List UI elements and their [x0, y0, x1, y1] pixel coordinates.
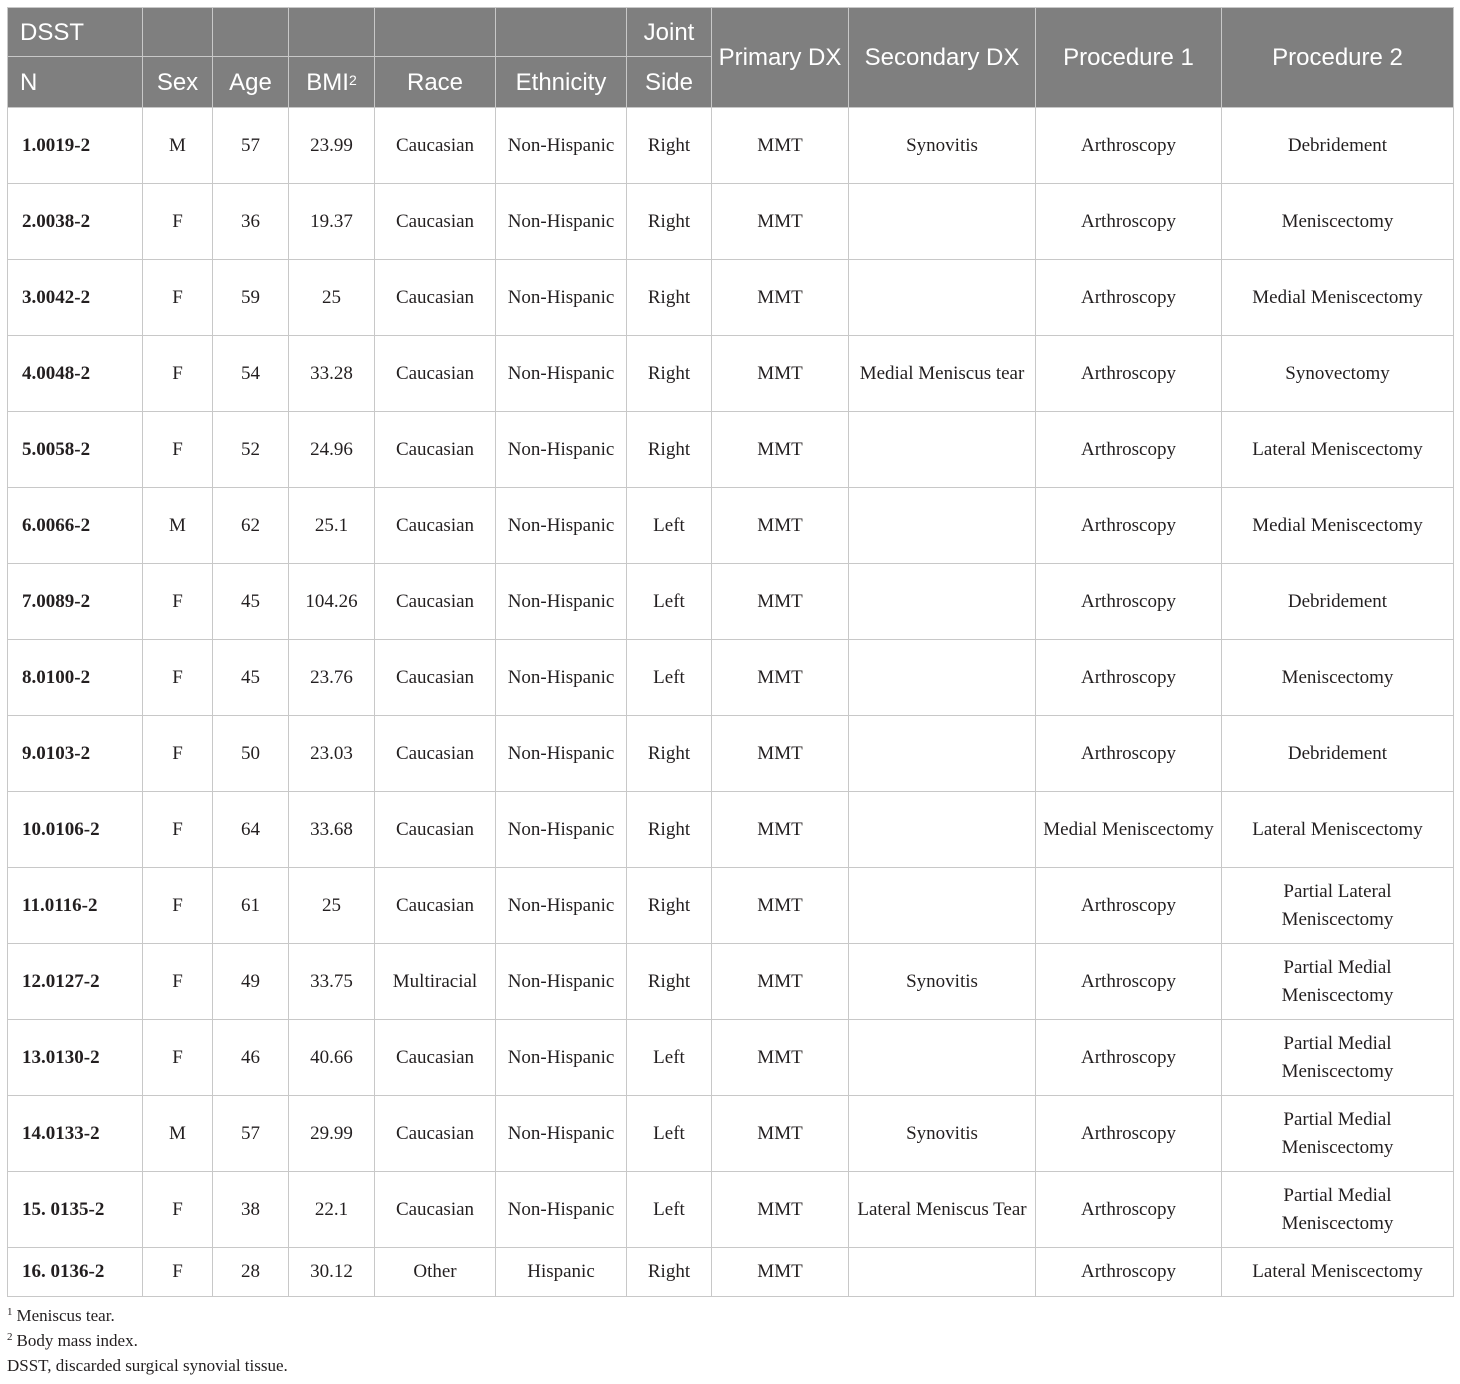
cell-sex: F — [143, 1020, 213, 1096]
table-row — [8, 108, 1454, 184]
cell-side: Left — [627, 488, 712, 564]
table-row — [8, 1096, 1454, 1172]
cell-primary-dx: MMT — [712, 260, 849, 336]
footnote-text: Meniscus tear. — [16, 1306, 115, 1325]
cell-bmi: 22.1 — [289, 1172, 375, 1248]
cell-procedure-2: Synovectomy — [1222, 336, 1454, 412]
cell-side: Left — [627, 640, 712, 716]
cell-procedure-1: Arthroscopy — [1036, 944, 1222, 1020]
cell-bmi: 23.03 — [289, 716, 375, 792]
cell-side: Left — [627, 1020, 712, 1096]
cell-id: 2.0038-2 — [8, 184, 143, 260]
footnote — [7, 1328, 288, 1353]
cell-procedure-1: Medial Meniscectomy — [1036, 792, 1222, 868]
cell-primary-dx: MMT — [712, 716, 849, 792]
cell-secondary-dx — [849, 260, 1036, 336]
cell-side: Right — [627, 184, 712, 260]
cell-secondary-dx: Synovitis — [849, 944, 1036, 1020]
cell-procedure-1: Arthroscopy — [1036, 184, 1222, 260]
cell-procedure-2: Medial Meniscectomy — [1222, 488, 1454, 564]
cell-age: 46 — [213, 1020, 289, 1096]
cell-ethnicity: Non-Hispanic — [496, 716, 627, 792]
cell-id: 8.0100-2 — [8, 640, 143, 716]
cell-procedure-1: Arthroscopy — [1036, 868, 1222, 944]
cell-race: Caucasian — [375, 1172, 496, 1248]
cell-sex: F — [143, 1172, 213, 1248]
cell-primary-dx: MMT — [712, 412, 849, 488]
cell-age: 28 — [213, 1248, 289, 1297]
header-procedure-1: Procedure 1 — [1036, 8, 1222, 108]
cell-bmi: 24.96 — [289, 412, 375, 488]
table-row — [8, 792, 1454, 868]
cell-sex: F — [143, 716, 213, 792]
cell-procedure-2: Debridement — [1222, 564, 1454, 640]
cell-ethnicity: Non-Hispanic — [496, 260, 627, 336]
cell-sex: M — [143, 1096, 213, 1172]
cell-procedure-1: Arthroscopy — [1036, 564, 1222, 640]
cell-procedure-1: Arthroscopy — [1036, 488, 1222, 564]
cell-bmi: 33.68 — [289, 792, 375, 868]
cell-race: Caucasian — [375, 488, 496, 564]
cell-ethnicity: Non-Hispanic — [496, 868, 627, 944]
cell-side: Right — [627, 336, 712, 412]
footnote-mark: 1 — [7, 1306, 13, 1318]
cell-primary-dx: MMT — [712, 1172, 849, 1248]
table-row — [8, 944, 1454, 1020]
cell-procedure-1: Arthroscopy — [1036, 1172, 1222, 1248]
cell-procedure-1: Arthroscopy — [1036, 1096, 1222, 1172]
cell-id: 3.0042-2 — [8, 260, 143, 336]
cell-age: 52 — [213, 412, 289, 488]
cell-secondary-dx — [849, 640, 1036, 716]
cell-ethnicity: Non-Hispanic — [496, 336, 627, 412]
header-n: N — [8, 57, 143, 108]
cell-bmi: 25.1 — [289, 488, 375, 564]
cell-bmi: 104.26 — [289, 564, 375, 640]
cell-procedure-1: Arthroscopy — [1036, 336, 1222, 412]
cell-race: Caucasian — [375, 564, 496, 640]
cell-procedure-1: Arthroscopy — [1036, 640, 1222, 716]
cell-procedure-2: Lateral Meniscectomy — [1222, 792, 1454, 868]
cell-bmi: 30.12 — [289, 1248, 375, 1297]
cell-age: 49 — [213, 944, 289, 1020]
cell-primary-dx: MMT — [712, 184, 849, 260]
cell-bmi: 25 — [289, 868, 375, 944]
cell-id: 11.0116-2 — [8, 868, 143, 944]
cell-procedure-2: Meniscectomy — [1222, 184, 1454, 260]
cell-bmi: 40.66 — [289, 1020, 375, 1096]
header-bmi-superscript: 2 — [348, 71, 357, 88]
cell-id: 13.0130-2 — [8, 1020, 143, 1096]
cell-id: 16. 0136-2 — [8, 1248, 143, 1297]
cell-ethnicity: Non-Hispanic — [496, 412, 627, 488]
cell-side: Left — [627, 1172, 712, 1248]
cell-id: 10.0106-2 — [8, 792, 143, 868]
cell-secondary-dx — [849, 564, 1036, 640]
cell-procedure-2: Partial Medial Meniscectomy — [1222, 1172, 1454, 1248]
table-row — [8, 184, 1454, 260]
cell-procedure-2: Lateral Meniscectomy — [1222, 1248, 1454, 1297]
cell-side: Right — [627, 412, 712, 488]
cell-race: Caucasian — [375, 260, 496, 336]
cell-side: Left — [627, 564, 712, 640]
cell-age: 45 — [213, 640, 289, 716]
cell-ethnicity: Non-Hispanic — [496, 1096, 627, 1172]
cell-id: 6.0066-2 — [8, 488, 143, 564]
cell-bmi: 23.99 — [289, 108, 375, 184]
cell-procedure-2: Partial Medial Meniscectomy — [1222, 1096, 1454, 1172]
cell-procedure-1: Arthroscopy — [1036, 1020, 1222, 1096]
cell-primary-dx: MMT — [712, 1248, 849, 1297]
footnote-text: Body mass index. — [16, 1331, 138, 1350]
cell-primary-dx: MMT — [712, 1020, 849, 1096]
header-dsst: DSST — [8, 8, 143, 57]
cell-side: Right — [627, 792, 712, 868]
cell-age: 57 — [213, 108, 289, 184]
table-row — [8, 1020, 1454, 1096]
header-empty — [213, 8, 289, 57]
cell-side: Right — [627, 716, 712, 792]
cell-age: 38 — [213, 1172, 289, 1248]
cell-procedure-2: Partial Medial Meniscectomy — [1222, 1020, 1454, 1096]
header-empty — [143, 8, 213, 57]
cell-procedure-2: Medial Meniscectomy — [1222, 260, 1454, 336]
header-race: Race — [375, 57, 496, 108]
table-row — [8, 640, 1454, 716]
table-header — [8, 8, 1454, 108]
cell-secondary-dx — [849, 868, 1036, 944]
header-side: Side — [627, 57, 712, 108]
cell-sex: F — [143, 944, 213, 1020]
patient-table — [7, 7, 1454, 1297]
cell-race: Caucasian — [375, 336, 496, 412]
cell-age: 36 — [213, 184, 289, 260]
cell-secondary-dx: Medial Meniscus tear — [849, 336, 1036, 412]
header-joint: Joint — [627, 8, 712, 57]
cell-ethnicity: Non-Hispanic — [496, 1020, 627, 1096]
cell-race: Caucasian — [375, 108, 496, 184]
cell-ethnicity: Non-Hispanic — [496, 564, 627, 640]
table-row — [8, 868, 1454, 944]
cell-primary-dx: MMT — [712, 868, 849, 944]
cell-id: 15. 0135-2 — [8, 1172, 143, 1248]
table-row — [8, 336, 1454, 412]
cell-sex: F — [143, 792, 213, 868]
cell-race: Caucasian — [375, 792, 496, 868]
cell-sex: F — [143, 868, 213, 944]
cell-side: Right — [627, 944, 712, 1020]
cell-ethnicity: Non-Hispanic — [496, 640, 627, 716]
cell-bmi: 29.99 — [289, 1096, 375, 1172]
header-empty — [375, 8, 496, 57]
cell-secondary-dx — [849, 412, 1036, 488]
cell-sex: M — [143, 488, 213, 564]
footnote — [7, 1353, 288, 1378]
cell-secondary-dx — [849, 184, 1036, 260]
cell-sex: F — [143, 260, 213, 336]
cell-age: 54 — [213, 336, 289, 412]
header-bmi-label: BMI — [306, 68, 349, 96]
header-sex: Sex — [143, 57, 213, 108]
cell-secondary-dx: Synovitis — [849, 108, 1036, 184]
cell-ethnicity: Non-Hispanic — [496, 488, 627, 564]
header-bmi — [289, 57, 375, 108]
table-row — [8, 716, 1454, 792]
cell-sex: F — [143, 184, 213, 260]
header-ethnicity: Ethnicity — [496, 57, 627, 108]
cell-primary-dx: MMT — [712, 1096, 849, 1172]
cell-side: Right — [627, 868, 712, 944]
table-row — [8, 260, 1454, 336]
cell-side: Right — [627, 108, 712, 184]
cell-procedure-1: Arthroscopy — [1036, 412, 1222, 488]
cell-primary-dx: MMT — [712, 336, 849, 412]
cell-age: 64 — [213, 792, 289, 868]
cell-race: Caucasian — [375, 716, 496, 792]
cell-sex: F — [143, 1248, 213, 1297]
cell-side: Right — [627, 260, 712, 336]
header-primary-dx: Primary DX — [712, 8, 849, 108]
cell-secondary-dx: Synovitis — [849, 1096, 1036, 1172]
cell-age: 61 — [213, 868, 289, 944]
cell-race: Multiracial — [375, 944, 496, 1020]
footnote — [7, 1303, 288, 1328]
cell-age: 45 — [213, 564, 289, 640]
cell-secondary-dx — [849, 792, 1036, 868]
table-row — [8, 412, 1454, 488]
header-procedure-2: Procedure 2 — [1222, 8, 1454, 108]
cell-ethnicity: Non-Hispanic — [496, 792, 627, 868]
cell-side: Right — [627, 1248, 712, 1297]
cell-side: Left — [627, 1096, 712, 1172]
cell-sex: M — [143, 108, 213, 184]
cell-procedure-2: Debridement — [1222, 716, 1454, 792]
table-row — [8, 488, 1454, 564]
cell-ethnicity: Hispanic — [496, 1248, 627, 1297]
cell-secondary-dx: Lateral Meniscus Tear — [849, 1172, 1036, 1248]
cell-primary-dx: MMT — [712, 108, 849, 184]
cell-id: 5.0058-2 — [8, 412, 143, 488]
header-empty — [289, 8, 375, 57]
cell-ethnicity: Non-Hispanic — [496, 944, 627, 1020]
cell-ethnicity: Non-Hispanic — [496, 184, 627, 260]
cell-procedure-2: Lateral Meniscectomy — [1222, 412, 1454, 488]
table-container — [7, 7, 1453, 1297]
header-secondary-dx: Secondary DX — [849, 8, 1036, 108]
cell-secondary-dx — [849, 1020, 1036, 1096]
cell-race: Caucasian — [375, 412, 496, 488]
cell-bmi: 25 — [289, 260, 375, 336]
cell-ethnicity: Non-Hispanic — [496, 108, 627, 184]
cell-primary-dx: MMT — [712, 640, 849, 716]
cell-procedure-1: Arthroscopy — [1036, 260, 1222, 336]
footnote-mark: 2 — [7, 1331, 13, 1343]
cell-procedure-1: Arthroscopy — [1036, 108, 1222, 184]
cell-age: 59 — [213, 260, 289, 336]
table-row — [8, 1248, 1454, 1297]
cell-procedure-2: Debridement — [1222, 108, 1454, 184]
cell-id: 14.0133-2 — [8, 1096, 143, 1172]
table-row — [8, 1172, 1454, 1248]
cell-procedure-2: Partial Medial Meniscectomy — [1222, 944, 1454, 1020]
cell-sex: F — [143, 564, 213, 640]
cell-age: 50 — [213, 716, 289, 792]
cell-primary-dx: MMT — [712, 488, 849, 564]
cell-id: 4.0048-2 — [8, 336, 143, 412]
cell-sex: F — [143, 336, 213, 412]
cell-age: 62 — [213, 488, 289, 564]
cell-id: 7.0089-2 — [8, 564, 143, 640]
footnote-text: DSST, discarded surgical synovial tissue. — [7, 1356, 288, 1375]
cell-procedure-1: Arthroscopy — [1036, 1248, 1222, 1297]
table-body — [8, 108, 1454, 1297]
cell-id: 12.0127-2 — [8, 944, 143, 1020]
cell-secondary-dx — [849, 488, 1036, 564]
cell-age: 57 — [213, 1096, 289, 1172]
cell-race: Caucasian — [375, 640, 496, 716]
cell-sex: F — [143, 640, 213, 716]
cell-secondary-dx — [849, 716, 1036, 792]
cell-primary-dx: MMT — [712, 564, 849, 640]
cell-secondary-dx — [849, 1248, 1036, 1297]
cell-primary-dx: MMT — [712, 792, 849, 868]
footnotes — [7, 1303, 288, 1378]
cell-race: Other — [375, 1248, 496, 1297]
cell-procedure-2: Meniscectomy — [1222, 640, 1454, 716]
cell-race: Caucasian — [375, 868, 496, 944]
cell-race: Caucasian — [375, 1020, 496, 1096]
cell-ethnicity: Non-Hispanic — [496, 1172, 627, 1248]
cell-primary-dx: MMT — [712, 944, 849, 1020]
cell-bmi: 33.75 — [289, 944, 375, 1020]
cell-bmi: 33.28 — [289, 336, 375, 412]
header-empty — [496, 8, 627, 57]
cell-id: 1.0019-2 — [8, 108, 143, 184]
cell-race: Caucasian — [375, 184, 496, 260]
table-row — [8, 564, 1454, 640]
cell-id: 9.0103-2 — [8, 716, 143, 792]
cell-bmi: 23.76 — [289, 640, 375, 716]
header-age: Age — [213, 57, 289, 108]
cell-sex: F — [143, 412, 213, 488]
cell-procedure-2: Partial Lateral Meniscectomy — [1222, 868, 1454, 944]
cell-procedure-1: Arthroscopy — [1036, 716, 1222, 792]
cell-race: Caucasian — [375, 1096, 496, 1172]
cell-bmi: 19.37 — [289, 184, 375, 260]
